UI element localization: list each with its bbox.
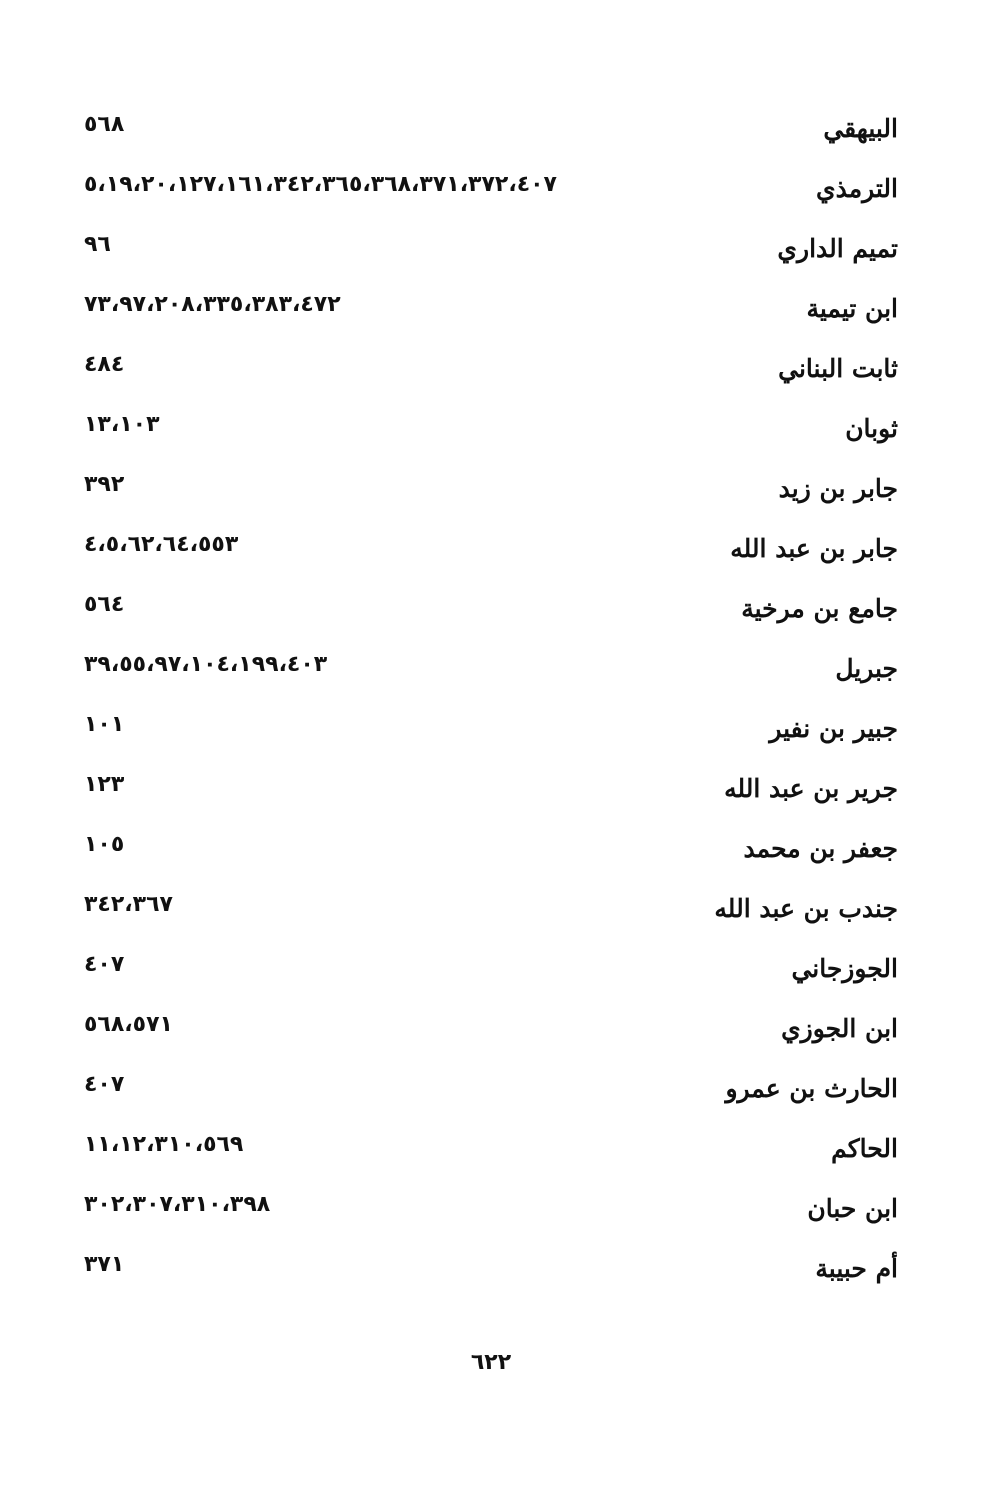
entry-name: جرير بن عبد الله — [724, 774, 898, 803]
entry-name: البيهقي — [823, 114, 898, 143]
entry-name: الجوزجاني — [791, 954, 898, 983]
index-entry — [84, 888, 898, 948]
entry-pages: ٣٧١ — [84, 1252, 125, 1277]
entry-name: الحارث بن عمرو — [725, 1074, 898, 1103]
entry-name: أم حبيبة — [815, 1254, 898, 1283]
index-entry — [84, 288, 898, 348]
entry-pages: ٩٦ — [84, 232, 111, 257]
index-entry — [84, 228, 898, 288]
index-entry — [84, 408, 898, 468]
entry-name: ابن حبان — [807, 1194, 898, 1223]
entry-name: جعفر بن محمد — [743, 834, 898, 863]
entry-pages: ٤٠٧ — [84, 952, 125, 977]
entry-pages: ٥٦٨ — [84, 112, 125, 137]
entry-pages: ٥،١٩،٢٠،١٢٧،١٦١،٣٤٢،٣٦٥،٣٦٨،٣٧١،٣٧٢،٤٠٧ — [84, 172, 557, 197]
entry-pages: ٤،٥،٦٢،٦٤،٥٥٣ — [84, 532, 239, 557]
entry-name: جندب بن عبد الله — [714, 894, 898, 923]
entry-name: جابر بن زيد — [778, 474, 898, 503]
index-entry — [84, 108, 898, 168]
name-index-list — [84, 108, 898, 1308]
entry-name: جابر بن عبد الله — [730, 534, 898, 563]
entry-pages: ٤٠٧ — [84, 1072, 125, 1097]
entry-pages: ٣٤٢،٣٦٧ — [84, 892, 173, 917]
entry-name: ابن الجوزي — [781, 1014, 898, 1043]
entry-pages: ١٠٥ — [84, 832, 125, 857]
entry-pages: ١٠١ — [84, 712, 125, 737]
index-entry — [84, 528, 898, 588]
index-entry — [84, 828, 898, 888]
entry-name: ثابت البناني — [778, 354, 898, 383]
index-entry — [84, 168, 898, 228]
index-entry — [84, 1188, 898, 1248]
entry-name: تميم الداري — [777, 234, 898, 263]
entry-pages: ١٣،١٠٣ — [84, 412, 160, 437]
entry-name: جامع بن مرخية — [741, 594, 898, 623]
entry-name: جبير بن نفير — [769, 714, 898, 743]
entry-pages: ٣٩،٥٥،٩٧،١٠٤،١٩٩،٤٠٣ — [84, 652, 328, 677]
entry-pages: ٤٨٤ — [84, 352, 125, 377]
entry-name: جبريل — [835, 654, 898, 683]
entry-pages: ٣٩٢ — [84, 472, 125, 497]
entry-name: ثوبان — [845, 414, 898, 443]
page-number: ٦٢٢ — [470, 1350, 512, 1375]
index-entry — [84, 1128, 898, 1188]
index-entry — [84, 1068, 898, 1128]
index-entry — [84, 948, 898, 1008]
entry-pages: ٥٦٨،٥٧١ — [84, 1012, 173, 1037]
entry-pages: ١٢٣ — [84, 772, 125, 797]
index-entry — [84, 1248, 898, 1308]
index-entry — [84, 468, 898, 528]
entry-name: الترمذي — [816, 174, 898, 203]
entry-pages: ٥٦٤ — [84, 592, 125, 617]
index-entry — [84, 648, 898, 708]
index-entry — [84, 348, 898, 408]
entry-pages: ٣٠٢،٣٠٧،٣١٠،٣٩٨ — [84, 1192, 271, 1217]
index-entry — [84, 588, 898, 648]
index-entry — [84, 708, 898, 768]
entry-name: ابن تيمية — [806, 294, 898, 323]
entry-pages: ١١،١٢،٣١٠،٥٦٩ — [84, 1132, 244, 1157]
entry-pages: ٧٣،٩٧،٢٠٨،٣٣٥،٣٨٣،٤٧٢ — [84, 292, 341, 317]
entry-name: الحاكم — [831, 1134, 898, 1163]
index-entry — [84, 1008, 898, 1068]
index-entry — [84, 768, 898, 828]
